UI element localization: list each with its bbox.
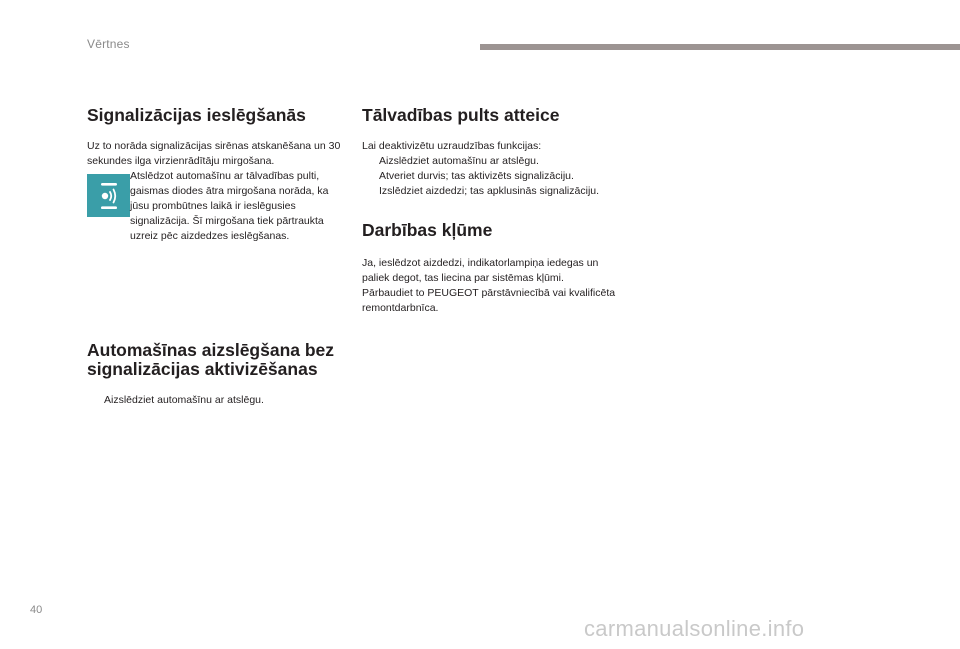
- note-text: Atslēdzot automašīnu ar tālvadības pulti, gaismas diodes ātra mirgošana norāda, ka jūsu prombūtnes laikā ir ieslēgusies signalizācija. Šī mirgošana tiek pārtraukta uzreiz pēc aizdedzes ieslēgšanas.: [130, 170, 329, 242]
- section-lock-without-alarm: [87, 341, 342, 408]
- section-title-lock-without-alarm: Automašīnas aizslēgšana bez signalizācijas aktivizēšanas: [87, 340, 335, 379]
- remote-key-icon: [87, 174, 130, 217]
- page-number: 40: [30, 604, 43, 616]
- list-item: Aizslēdziet automašīnu ar atslēgu.: [104, 394, 264, 406]
- watermark: carmanualsonline.info: [584, 616, 805, 641]
- right-column: [362, 106, 622, 316]
- signal-on-text: Uz to norāda signalizācijas sirēnas atskanēšana un 30 sekundes ilga virzienrādītāju mirgošana.: [87, 140, 341, 167]
- header-bar: [480, 44, 960, 50]
- bullet-list: [87, 393, 342, 408]
- section-malfunction: [362, 221, 622, 316]
- remote-cancel-intro: Lai deaktivizētu uzraudzības funkcijas:: [362, 140, 542, 152]
- left-column: [87, 105, 342, 406]
- section-title-remote-cancel: Tālvadības pults atteice: [362, 105, 560, 125]
- malfunction-text-1: Ja, ieslēdzot aizdedzi, indikatorlampiņa iedegas un paliek degot, tas liecina par sistēmas kļūmi.: [362, 257, 599, 284]
- section-label: Vērtnes: [87, 37, 130, 51]
- list-item: Atveriet durvis; tas aktivizēts signalizāciju.: [379, 170, 574, 182]
- list-item: Izslēdziet aizdedzi; tas apklusinās signalizāciju.: [379, 185, 600, 197]
- section-title-signal-on: Signalizācijas ieslēgšanās: [87, 105, 306, 125]
- note-box: [87, 169, 342, 244]
- bullet-list: [362, 154, 622, 199]
- section-title-malfunction: Darbības kļūme: [362, 220, 493, 240]
- list-item: Aizslēdziet automašīnu ar atslēgu.: [379, 155, 539, 167]
- malfunction-text-2: Pārbaudiet to PEUGEOT pārstāvniecībā vai kvalificēta remontdarbnīca.: [362, 287, 616, 314]
